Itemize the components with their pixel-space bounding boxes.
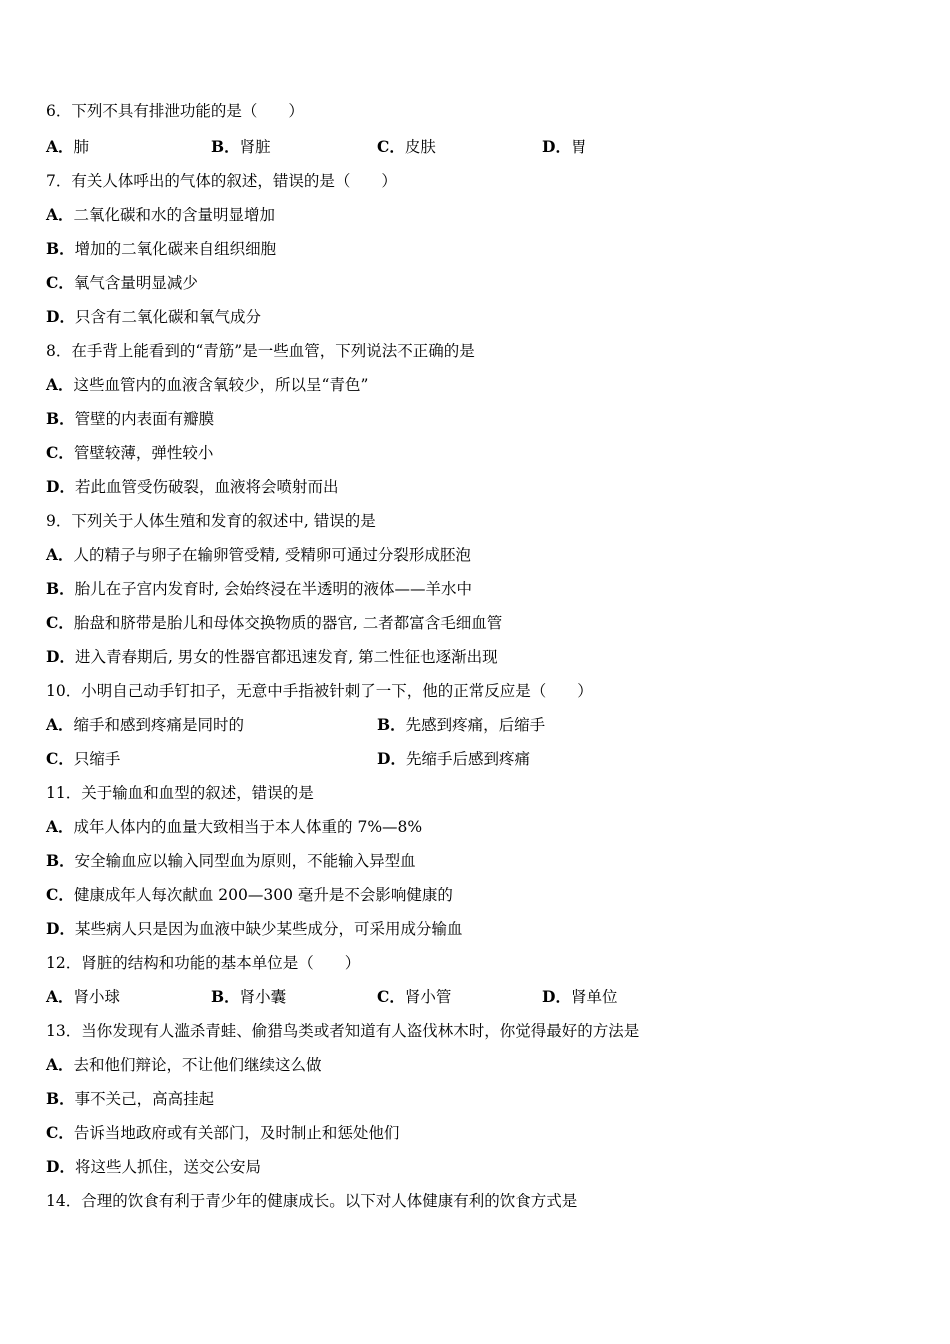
option-text: 管壁较薄，弹性较小: [73, 444, 214, 462]
q10-option-c: [46, 749, 120, 769]
option-text: 这些血管内的血液含氧较少，所以呈“青色”: [73, 376, 369, 394]
option-label: C．: [46, 443, 74, 462]
option-label: D．: [46, 307, 75, 326]
q9-option-a: [46, 545, 471, 565]
question-9-stem: 9．下列关于人体生殖和发育的叙述中, 错误的是: [46, 512, 376, 530]
option-text: 成年人体内的血量大致相当于本人体重的 7%—8%: [73, 818, 423, 836]
option-text: 皮肤: [404, 138, 436, 156]
q7-option-a: [46, 205, 275, 225]
option-text: 增加的二氧化碳来自组织细胞: [74, 240, 277, 258]
q9-option-b: [46, 579, 472, 599]
option-text: 肾单位: [570, 988, 618, 1006]
q13-option-c: [46, 1123, 399, 1143]
q6-option-a: [46, 137, 89, 157]
question-12-stem: 12．肾脏的结构和功能的基本单位是（ ）: [46, 954, 361, 972]
q13-option-b: [46, 1089, 214, 1109]
q7-option-b: [46, 239, 276, 259]
option-text: 只含有二氧化碳和氧气成分: [74, 308, 261, 326]
option-text: 肾脏: [239, 138, 271, 156]
option-label: D．: [542, 987, 571, 1006]
q8-option-c: [46, 443, 213, 463]
option-text: 某些病人只是因为血液中缺少某些成分，可采用成分输血: [74, 920, 463, 938]
option-label: D．: [46, 919, 75, 938]
option-label: B．: [46, 239, 75, 258]
option-text: 二氧化碳和水的含量明显增加: [73, 206, 276, 224]
option-text: 肾小管: [404, 988, 452, 1006]
q13-option-a: [46, 1055, 322, 1075]
option-label: D．: [377, 749, 406, 768]
option-label: C．: [46, 613, 74, 632]
option-text: 人的精子与卵子在输卵管受精, 受精卵可通过分裂形成胚泡: [73, 546, 471, 564]
q9-option-c: [46, 613, 502, 633]
q8-option-b: [46, 409, 214, 429]
question-10-stem: 10．小明自己动手钉扣子，无意中手指被针刺了一下，他的正常反应是（ ）: [46, 682, 593, 700]
option-label: B．: [46, 851, 75, 870]
option-text: 若此血管受伤破裂，血液将会喷射而出: [74, 478, 339, 496]
q11-option-d: [46, 919, 462, 939]
option-label: C．: [377, 987, 405, 1006]
option-label: A．: [46, 205, 74, 224]
question-6-stem: 6．下列不具有排泄功能的是（ ）: [46, 102, 304, 120]
q10-option-a: [46, 715, 244, 735]
option-label: C．: [46, 885, 74, 904]
option-label: A．: [46, 987, 74, 1006]
option-text: 告诉当地政府或有关部门，及时制止和惩处他们: [73, 1124, 400, 1142]
option-label: D．: [46, 477, 75, 496]
question-7-stem: 7．有关人体呼出的气体的叙述，错误的是（ ）: [46, 172, 397, 190]
option-label: B．: [377, 715, 406, 734]
option-text: 事不关己，高高挂起: [74, 1090, 215, 1108]
option-label: D．: [46, 647, 75, 666]
q7-option-d: [46, 307, 261, 327]
option-label: A．: [46, 545, 74, 564]
option-label: C．: [46, 749, 74, 768]
q9-option-d: [46, 647, 498, 667]
option-text: 将这些人抓住，送交公安局: [74, 1158, 261, 1176]
option-text: 先感到疼痛，后缩手: [405, 716, 546, 734]
option-label: B．: [211, 987, 240, 1006]
q12-option-a: [46, 987, 120, 1007]
option-label: B．: [211, 137, 240, 156]
option-label: A．: [46, 137, 74, 156]
option-text: 缩手和感到疼痛是同时的: [73, 716, 245, 734]
question-14-stem: 14．合理的饮食有利于青少年的健康成长。以下对人体健康有利的饮食方式是: [46, 1192, 578, 1210]
q6-option-c: [377, 137, 436, 157]
option-label: A．: [46, 817, 74, 836]
q7-option-c: [46, 273, 198, 293]
q13-option-d: [46, 1157, 261, 1177]
option-label: D．: [46, 1157, 75, 1176]
option-label: A．: [46, 1055, 74, 1074]
option-text: 先缩手后感到疼痛: [405, 750, 530, 768]
option-text: 氧气含量明显减少: [73, 274, 198, 292]
option-text: 去和他们辩论，不让他们继续这么做: [73, 1056, 322, 1074]
q8-option-d: [46, 477, 338, 497]
option-text: 进入青春期后, 男女的性器官都迅速发育, 第二性征也逐渐出现: [74, 648, 498, 666]
q12-option-c: [377, 987, 451, 1007]
q11-option-b: [46, 851, 416, 871]
option-label: B．: [46, 1089, 75, 1108]
q6-option-d: [542, 137, 586, 157]
question-13-stem: 13．当你发现有人滥杀青蛙、偷猎鸟类或者知道有人盗伐林木时，你觉得最好的方法是: [46, 1022, 640, 1040]
q10-option-b: [377, 715, 545, 735]
option-label: C．: [377, 137, 405, 156]
option-text: 管壁的内表面有瓣膜: [74, 410, 215, 428]
q11-option-a: [46, 817, 422, 837]
option-label: A．: [46, 375, 74, 394]
option-text: 健康成年人每次献血 200—300 毫升是不会影响健康的: [73, 886, 453, 904]
question-8-stem: 8．在手背上能看到的“青筋”是一些血管，下列说法不正确的是: [46, 342, 475, 360]
option-text: 只缩手: [73, 750, 121, 768]
option-text: 肾小球: [73, 988, 121, 1006]
q11-option-c: [46, 885, 453, 905]
q8-option-a: [46, 375, 368, 395]
option-text: 安全输血应以输入同型血为原则，不能输入异型血: [74, 852, 416, 870]
option-label: B．: [46, 409, 75, 428]
option-label: A．: [46, 715, 74, 734]
option-label: D．: [542, 137, 571, 156]
question-11-stem: 11．关于输血和血型的叙述，错误的是: [46, 784, 314, 802]
option-text: 胎盘和脐带是胎儿和母体交换物质的器官, 二者都富含毛细血管: [73, 614, 503, 632]
option-label: C．: [46, 1123, 74, 1142]
q12-option-b: [211, 987, 286, 1007]
option-label: B．: [46, 579, 75, 598]
q12-option-d: [542, 987, 617, 1007]
q10-option-d: [377, 749, 530, 769]
option-text: 胎儿在子宫内发育时, 会始终浸在半透明的液体——羊水中: [74, 580, 472, 598]
option-text: 肺: [73, 138, 90, 156]
option-text: 胃: [570, 138, 587, 156]
option-text: 肾小囊: [239, 988, 287, 1006]
option-label: C．: [46, 273, 74, 292]
q6-option-b: [211, 137, 271, 157]
